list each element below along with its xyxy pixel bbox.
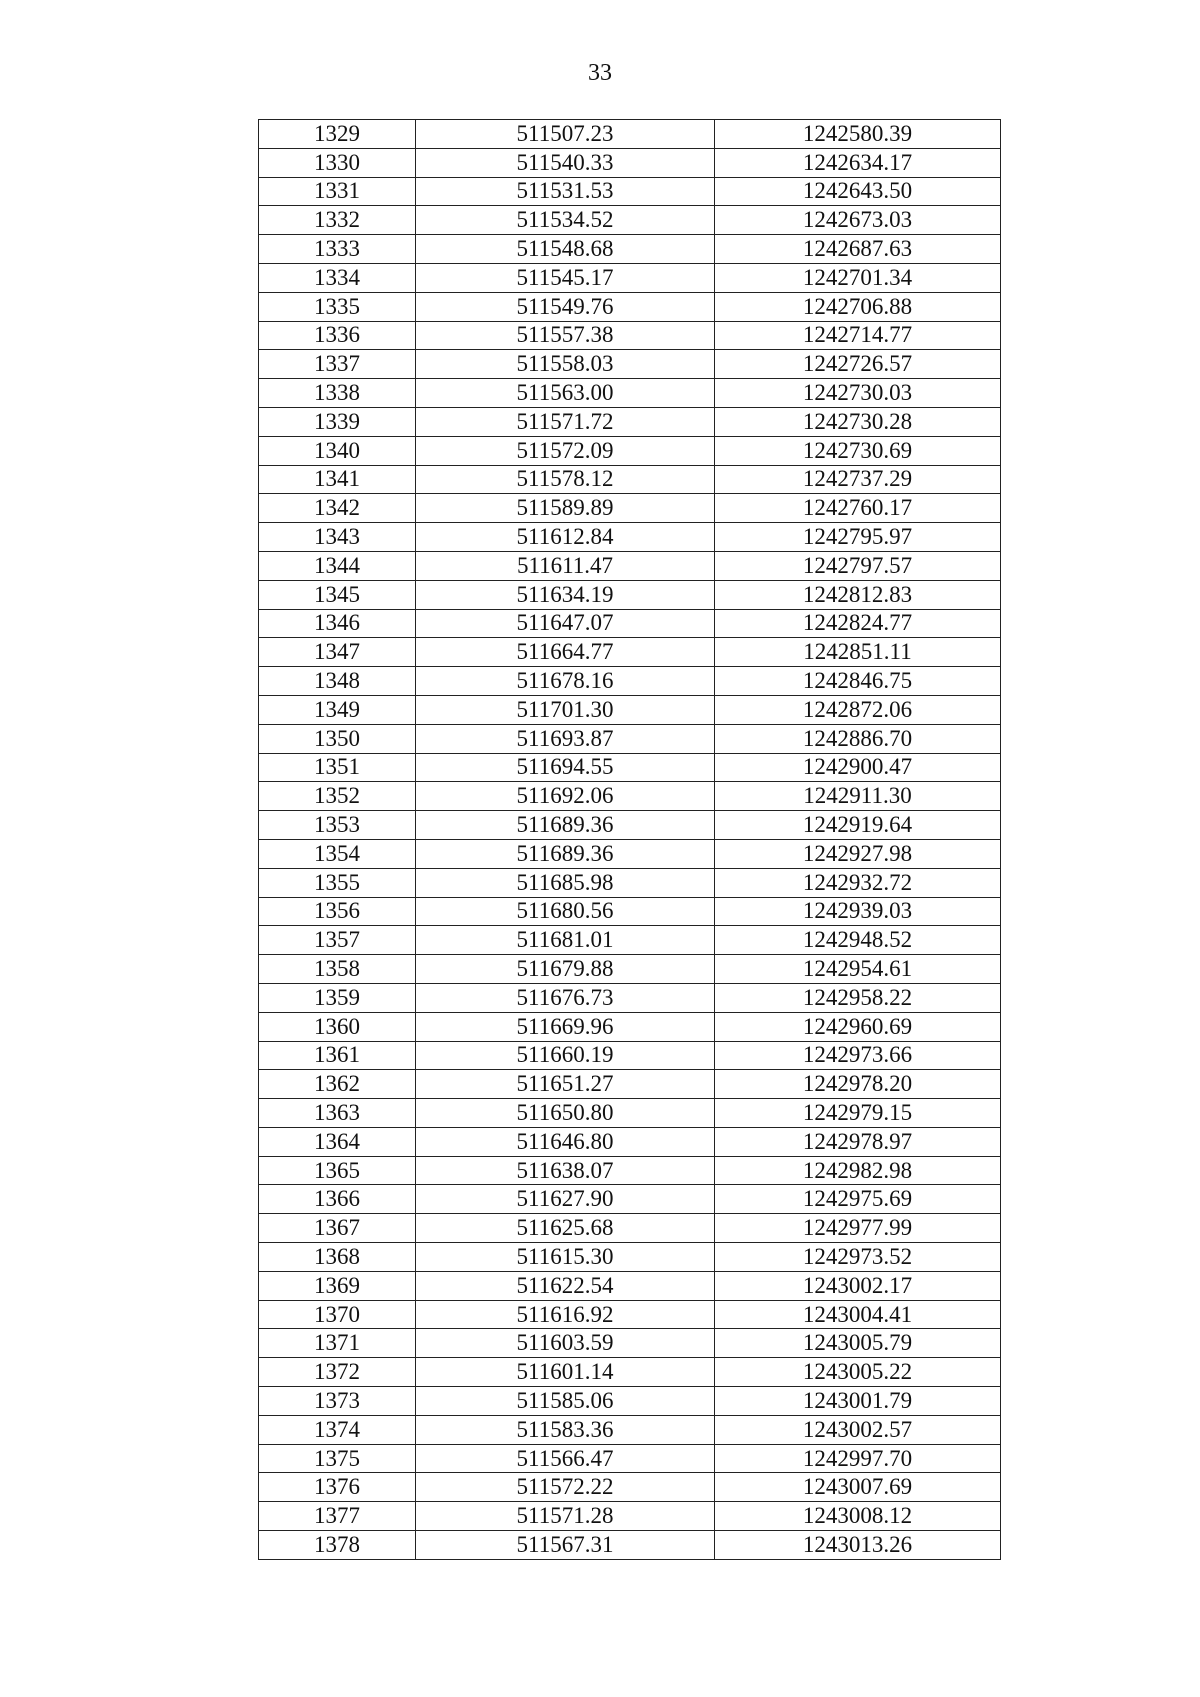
point-number-cell: 1346 bbox=[259, 609, 416, 638]
table-row bbox=[259, 811, 1001, 840]
table-row bbox=[259, 1185, 1001, 1214]
x-coordinate-cell: 511647.07 bbox=[416, 609, 715, 638]
x-coordinate-cell: 511572.09 bbox=[416, 436, 715, 465]
table-row bbox=[259, 235, 1001, 264]
y-coordinate-cell: 1242730.03 bbox=[715, 379, 1001, 408]
x-coordinate-cell: 511681.01 bbox=[416, 926, 715, 955]
point-number-cell: 1357 bbox=[259, 926, 416, 955]
table-row bbox=[259, 1444, 1001, 1473]
x-coordinate-cell: 511557.38 bbox=[416, 321, 715, 350]
point-number-cell: 1368 bbox=[259, 1243, 416, 1272]
x-coordinate-cell: 511558.03 bbox=[416, 350, 715, 379]
x-coordinate-cell: 511651.27 bbox=[416, 1070, 715, 1099]
table-row bbox=[259, 407, 1001, 436]
x-coordinate-cell: 511531.53 bbox=[416, 177, 715, 206]
y-coordinate-cell: 1242643.50 bbox=[715, 177, 1001, 206]
point-number-cell: 1340 bbox=[259, 436, 416, 465]
x-coordinate-cell: 511578.12 bbox=[416, 465, 715, 494]
x-coordinate-cell: 511627.90 bbox=[416, 1185, 715, 1214]
table-row bbox=[259, 321, 1001, 350]
table-row bbox=[259, 1473, 1001, 1502]
x-coordinate-cell: 511545.17 bbox=[416, 263, 715, 292]
table-row bbox=[259, 1041, 1001, 1070]
point-number-cell: 1354 bbox=[259, 839, 416, 868]
y-coordinate-cell: 1242737.29 bbox=[715, 465, 1001, 494]
x-coordinate-cell: 511676.73 bbox=[416, 983, 715, 1012]
x-coordinate-cell: 511634.19 bbox=[416, 580, 715, 609]
table-row bbox=[259, 148, 1001, 177]
table-row bbox=[259, 1243, 1001, 1272]
table-row bbox=[259, 1531, 1001, 1560]
table-row bbox=[259, 638, 1001, 667]
x-coordinate-cell: 511616.92 bbox=[416, 1300, 715, 1329]
table-row bbox=[259, 1070, 1001, 1099]
x-coordinate-cell: 511660.19 bbox=[416, 1041, 715, 1070]
table-row bbox=[259, 580, 1001, 609]
y-coordinate-cell: 1242797.57 bbox=[715, 551, 1001, 580]
x-coordinate-cell: 511566.47 bbox=[416, 1444, 715, 1473]
point-number-cell: 1343 bbox=[259, 523, 416, 552]
table-row bbox=[259, 177, 1001, 206]
table-row bbox=[259, 1271, 1001, 1300]
table-row bbox=[259, 379, 1001, 408]
x-coordinate-cell: 511689.36 bbox=[416, 811, 715, 840]
point-number-cell: 1335 bbox=[259, 292, 416, 321]
point-number-cell: 1356 bbox=[259, 897, 416, 926]
point-number-cell: 1373 bbox=[259, 1387, 416, 1416]
point-number-cell: 1339 bbox=[259, 407, 416, 436]
x-coordinate-cell: 511612.84 bbox=[416, 523, 715, 552]
table-row bbox=[259, 1099, 1001, 1128]
table-row bbox=[259, 292, 1001, 321]
point-number-cell: 1370 bbox=[259, 1300, 416, 1329]
table-row bbox=[259, 897, 1001, 926]
y-coordinate-cell: 1242726.57 bbox=[715, 350, 1001, 379]
table-row bbox=[259, 350, 1001, 379]
y-coordinate-cell: 1242958.22 bbox=[715, 983, 1001, 1012]
x-coordinate-cell: 511548.68 bbox=[416, 235, 715, 264]
table-row bbox=[259, 1127, 1001, 1156]
x-coordinate-cell: 511507.23 bbox=[416, 120, 715, 149]
table-row bbox=[259, 551, 1001, 580]
y-coordinate-cell: 1242872.06 bbox=[715, 695, 1001, 724]
point-number-cell: 1360 bbox=[259, 1012, 416, 1041]
y-coordinate-cell: 1242911.30 bbox=[715, 782, 1001, 811]
y-coordinate-cell: 1242730.69 bbox=[715, 436, 1001, 465]
y-coordinate-cell: 1242846.75 bbox=[715, 667, 1001, 696]
point-number-cell: 1350 bbox=[259, 724, 416, 753]
table-row bbox=[259, 120, 1001, 149]
table-row bbox=[259, 523, 1001, 552]
table-row bbox=[259, 609, 1001, 638]
x-coordinate-cell: 511549.76 bbox=[416, 292, 715, 321]
point-number-cell: 1333 bbox=[259, 235, 416, 264]
y-coordinate-cell: 1242701.34 bbox=[715, 263, 1001, 292]
y-coordinate-cell: 1243007.69 bbox=[715, 1473, 1001, 1502]
x-coordinate-cell: 511646.80 bbox=[416, 1127, 715, 1156]
y-coordinate-cell: 1242975.69 bbox=[715, 1185, 1001, 1214]
point-number-cell: 1336 bbox=[259, 321, 416, 350]
table-row bbox=[259, 695, 1001, 724]
y-coordinate-cell: 1243004.41 bbox=[715, 1300, 1001, 1329]
x-coordinate-cell: 511685.98 bbox=[416, 868, 715, 897]
point-number-cell: 1329 bbox=[259, 120, 416, 149]
point-number-cell: 1378 bbox=[259, 1531, 416, 1560]
table-row bbox=[259, 724, 1001, 753]
point-number-cell: 1352 bbox=[259, 782, 416, 811]
y-coordinate-cell: 1242954.61 bbox=[715, 955, 1001, 984]
point-number-cell: 1348 bbox=[259, 667, 416, 696]
x-coordinate-cell: 511603.59 bbox=[416, 1329, 715, 1358]
table-row bbox=[259, 1329, 1001, 1358]
table-row bbox=[259, 1387, 1001, 1416]
point-number-cell: 1369 bbox=[259, 1271, 416, 1300]
x-coordinate-cell: 511571.72 bbox=[416, 407, 715, 436]
page-number: 33 bbox=[588, 60, 612, 86]
point-number-cell: 1347 bbox=[259, 638, 416, 667]
table-row bbox=[259, 494, 1001, 523]
x-coordinate-cell: 511650.80 bbox=[416, 1099, 715, 1128]
table-row bbox=[259, 955, 1001, 984]
y-coordinate-cell: 1242997.70 bbox=[715, 1444, 1001, 1473]
y-coordinate-cell: 1242932.72 bbox=[715, 868, 1001, 897]
y-coordinate-cell: 1242730.28 bbox=[715, 407, 1001, 436]
y-coordinate-cell: 1242939.03 bbox=[715, 897, 1001, 926]
y-coordinate-cell: 1243002.57 bbox=[715, 1415, 1001, 1444]
y-coordinate-cell: 1242824.77 bbox=[715, 609, 1001, 638]
x-coordinate-cell: 511572.22 bbox=[416, 1473, 715, 1502]
y-coordinate-cell: 1243013.26 bbox=[715, 1531, 1001, 1560]
y-coordinate-cell: 1242973.52 bbox=[715, 1243, 1001, 1272]
y-coordinate-cell: 1242982.98 bbox=[715, 1156, 1001, 1185]
y-coordinate-cell: 1243005.79 bbox=[715, 1329, 1001, 1358]
x-coordinate-cell: 511664.77 bbox=[416, 638, 715, 667]
y-coordinate-cell: 1242927.98 bbox=[715, 839, 1001, 868]
point-number-cell: 1351 bbox=[259, 753, 416, 782]
point-number-cell: 1337 bbox=[259, 350, 416, 379]
point-number-cell: 1377 bbox=[259, 1502, 416, 1531]
table-row bbox=[259, 926, 1001, 955]
table-row bbox=[259, 667, 1001, 696]
table-row bbox=[259, 753, 1001, 782]
x-coordinate-cell: 511701.30 bbox=[416, 695, 715, 724]
y-coordinate-cell: 1242973.66 bbox=[715, 1041, 1001, 1070]
point-number-cell: 1365 bbox=[259, 1156, 416, 1185]
coordinates-table bbox=[258, 119, 1001, 1560]
y-coordinate-cell: 1242760.17 bbox=[715, 494, 1001, 523]
point-number-cell: 1366 bbox=[259, 1185, 416, 1214]
x-coordinate-cell: 511679.88 bbox=[416, 955, 715, 984]
y-coordinate-cell: 1243002.17 bbox=[715, 1271, 1001, 1300]
x-coordinate-cell: 511567.31 bbox=[416, 1531, 715, 1560]
y-coordinate-cell: 1242886.70 bbox=[715, 724, 1001, 753]
x-coordinate-cell: 511615.30 bbox=[416, 1243, 715, 1272]
y-coordinate-cell: 1243008.12 bbox=[715, 1502, 1001, 1531]
point-number-cell: 1372 bbox=[259, 1358, 416, 1387]
x-coordinate-cell: 511583.36 bbox=[416, 1415, 715, 1444]
y-coordinate-cell: 1242795.97 bbox=[715, 523, 1001, 552]
point-number-cell: 1345 bbox=[259, 580, 416, 609]
point-number-cell: 1342 bbox=[259, 494, 416, 523]
coordinates-table-body bbox=[259, 120, 1001, 1560]
point-number-cell: 1341 bbox=[259, 465, 416, 494]
y-coordinate-cell: 1242706.88 bbox=[715, 292, 1001, 321]
point-number-cell: 1334 bbox=[259, 263, 416, 292]
x-coordinate-cell: 511589.89 bbox=[416, 494, 715, 523]
x-coordinate-cell: 511678.16 bbox=[416, 667, 715, 696]
x-coordinate-cell: 511540.33 bbox=[416, 148, 715, 177]
x-coordinate-cell: 511585.06 bbox=[416, 1387, 715, 1416]
y-coordinate-cell: 1242580.39 bbox=[715, 120, 1001, 149]
table-row bbox=[259, 1415, 1001, 1444]
x-coordinate-cell: 511693.87 bbox=[416, 724, 715, 753]
point-number-cell: 1349 bbox=[259, 695, 416, 724]
table-row bbox=[259, 782, 1001, 811]
y-coordinate-cell: 1242714.77 bbox=[715, 321, 1001, 350]
table-row bbox=[259, 436, 1001, 465]
point-number-cell: 1338 bbox=[259, 379, 416, 408]
point-number-cell: 1364 bbox=[259, 1127, 416, 1156]
x-coordinate-cell: 511601.14 bbox=[416, 1358, 715, 1387]
table-row bbox=[259, 1502, 1001, 1531]
y-coordinate-cell: 1242960.69 bbox=[715, 1012, 1001, 1041]
point-number-cell: 1363 bbox=[259, 1099, 416, 1128]
x-coordinate-cell: 511622.54 bbox=[416, 1271, 715, 1300]
y-coordinate-cell: 1242978.20 bbox=[715, 1070, 1001, 1099]
point-number-cell: 1374 bbox=[259, 1415, 416, 1444]
table-row bbox=[259, 263, 1001, 292]
point-number-cell: 1355 bbox=[259, 868, 416, 897]
y-coordinate-cell: 1242812.83 bbox=[715, 580, 1001, 609]
point-number-cell: 1331 bbox=[259, 177, 416, 206]
point-number-cell: 1358 bbox=[259, 955, 416, 984]
y-coordinate-cell: 1242673.03 bbox=[715, 206, 1001, 235]
y-coordinate-cell: 1242978.97 bbox=[715, 1127, 1001, 1156]
point-number-cell: 1371 bbox=[259, 1329, 416, 1358]
point-number-cell: 1330 bbox=[259, 148, 416, 177]
table-row bbox=[259, 1358, 1001, 1387]
x-coordinate-cell: 511638.07 bbox=[416, 1156, 715, 1185]
table-row bbox=[259, 1214, 1001, 1243]
table-row bbox=[259, 465, 1001, 494]
x-coordinate-cell: 511625.68 bbox=[416, 1214, 715, 1243]
point-number-cell: 1361 bbox=[259, 1041, 416, 1070]
point-number-cell: 1375 bbox=[259, 1444, 416, 1473]
table-row bbox=[259, 1012, 1001, 1041]
x-coordinate-cell: 511680.56 bbox=[416, 897, 715, 926]
x-coordinate-cell: 511669.96 bbox=[416, 1012, 715, 1041]
x-coordinate-cell: 511571.28 bbox=[416, 1502, 715, 1531]
point-number-cell: 1376 bbox=[259, 1473, 416, 1502]
x-coordinate-cell: 511563.00 bbox=[416, 379, 715, 408]
y-coordinate-cell: 1242948.52 bbox=[715, 926, 1001, 955]
x-coordinate-cell: 511692.06 bbox=[416, 782, 715, 811]
point-number-cell: 1344 bbox=[259, 551, 416, 580]
table-row bbox=[259, 1156, 1001, 1185]
table-row bbox=[259, 1300, 1001, 1329]
point-number-cell: 1362 bbox=[259, 1070, 416, 1099]
point-number-cell: 1353 bbox=[259, 811, 416, 840]
y-coordinate-cell: 1242979.15 bbox=[715, 1099, 1001, 1128]
y-coordinate-cell: 1242919.64 bbox=[715, 811, 1001, 840]
x-coordinate-cell: 511689.36 bbox=[416, 839, 715, 868]
y-coordinate-cell: 1243001.79 bbox=[715, 1387, 1001, 1416]
point-number-cell: 1359 bbox=[259, 983, 416, 1012]
y-coordinate-cell: 1242634.17 bbox=[715, 148, 1001, 177]
table-row bbox=[259, 868, 1001, 897]
y-coordinate-cell: 1242900.47 bbox=[715, 753, 1001, 782]
x-coordinate-cell: 511694.55 bbox=[416, 753, 715, 782]
table-row bbox=[259, 839, 1001, 868]
y-coordinate-cell: 1242687.63 bbox=[715, 235, 1001, 264]
table-row bbox=[259, 206, 1001, 235]
y-coordinate-cell: 1242851.11 bbox=[715, 638, 1001, 667]
y-coordinate-cell: 1243005.22 bbox=[715, 1358, 1001, 1387]
point-number-cell: 1367 bbox=[259, 1214, 416, 1243]
y-coordinate-cell: 1242977.99 bbox=[715, 1214, 1001, 1243]
x-coordinate-cell: 511534.52 bbox=[416, 206, 715, 235]
point-number-cell: 1332 bbox=[259, 206, 416, 235]
table-row bbox=[259, 983, 1001, 1012]
x-coordinate-cell: 511611.47 bbox=[416, 551, 715, 580]
